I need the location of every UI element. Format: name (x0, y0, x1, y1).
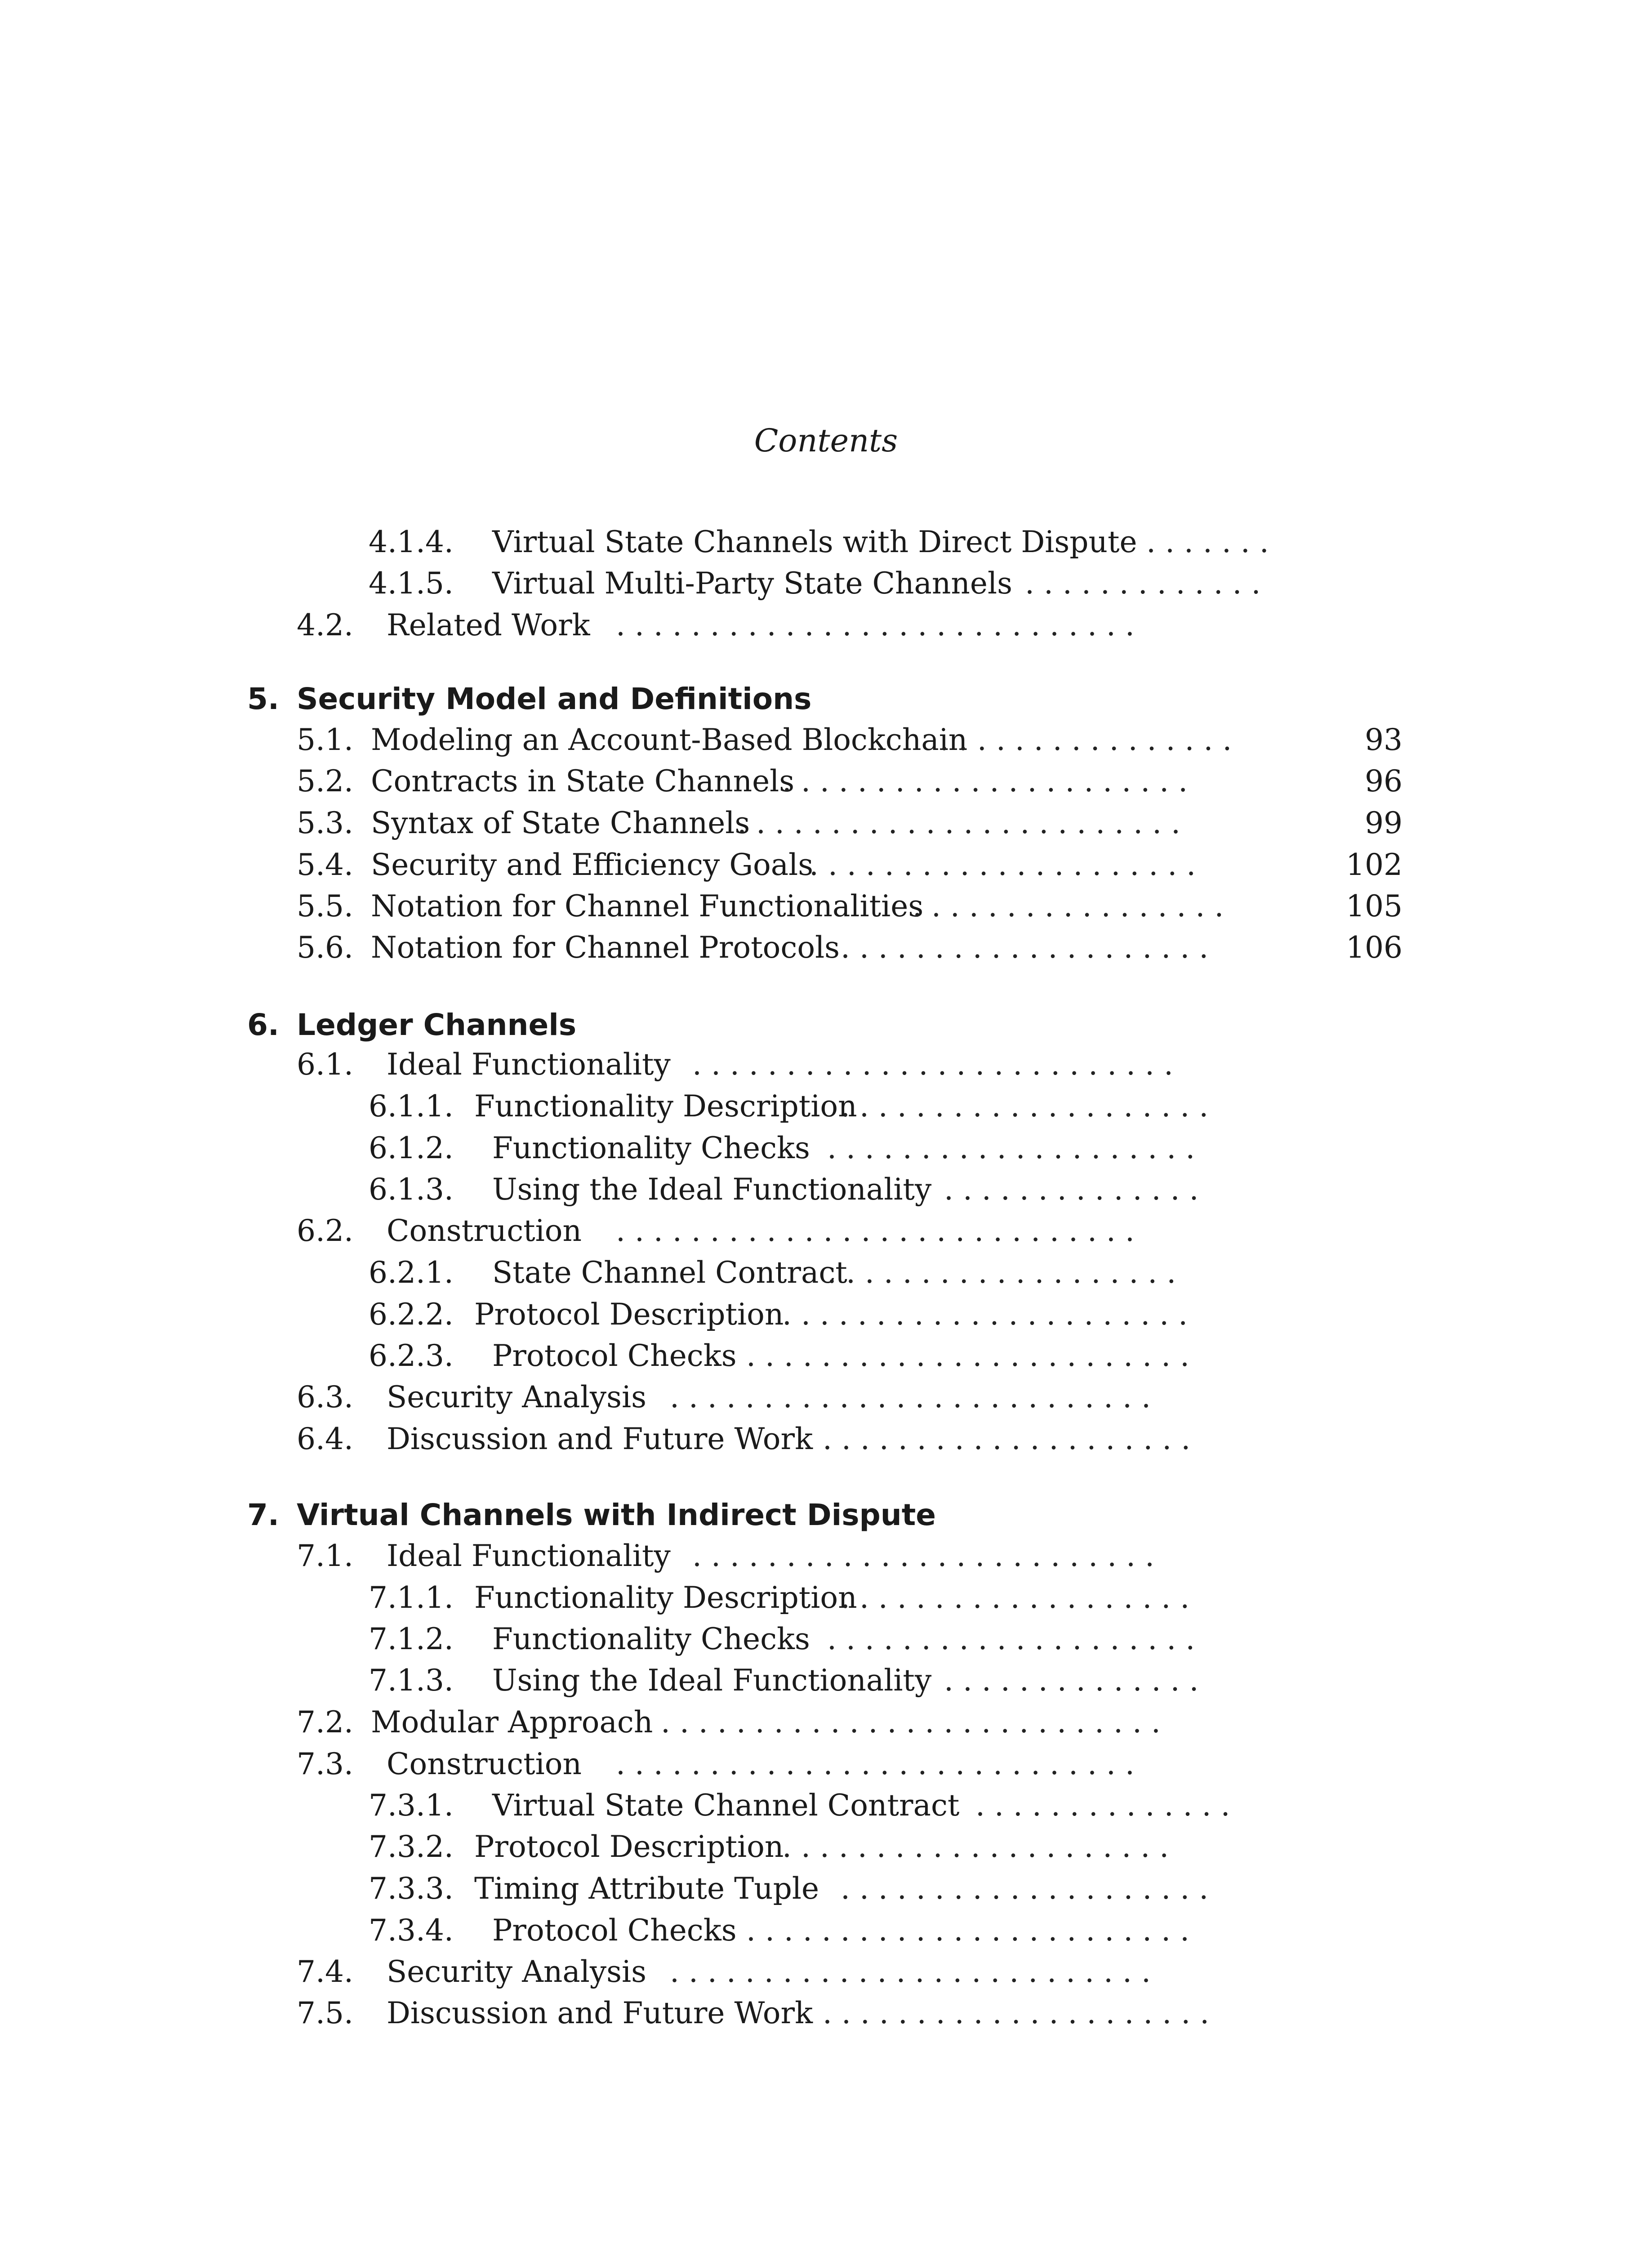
entry-title: Security and Efficiency Goals (371, 847, 814, 882)
dot-leader: . . . . . . . . . . . . . . . . . . . . . . . . . . . . (616, 1213, 1135, 1248)
toc-section-entry[interactable] (0, 1535, 1652, 1577)
entry-title: Protocol Checks (492, 1913, 737, 1948)
dot-leader: . . . . . . . . . . . . . . . . . . . . . . . . (746, 1338, 1190, 1373)
toc-section-entry[interactable] (0, 1044, 1652, 1085)
toc-section-entry[interactable] (0, 719, 1652, 761)
toc-section-entry[interactable] (0, 1744, 1652, 1785)
entry-number: 6.3. (297, 1380, 353, 1414)
chapter-number: 5. (247, 682, 279, 716)
dot-leader: . . . . . . . . . . . . . . . . . . . . . . . . (737, 806, 1181, 840)
entry-number: 5.4. (297, 847, 353, 882)
page-number: 99 (1365, 806, 1403, 840)
entry-title: Using the Ideal Functionality (492, 1663, 932, 1698)
entry-title: Virtual Multi-Party State Channels (492, 566, 1012, 601)
entry-title: Ideal Functionality (387, 1047, 671, 1082)
toc-subsection-entry[interactable] (0, 1169, 1652, 1210)
running-header: Contents (754, 422, 898, 459)
entry-number: 6.2. (297, 1213, 353, 1248)
entry-number: 5.3. (297, 806, 353, 840)
toc-subsection-entry[interactable] (0, 1086, 1652, 1127)
toc-subsection-entry[interactable] (0, 1660, 1652, 1701)
entry-title: Discussion and Future Work (387, 1996, 813, 2030)
entry-title: Notation for Channel Functionalities (371, 889, 924, 923)
entry-number: 6.4. (297, 1422, 353, 1456)
toc-section-entry[interactable] (0, 803, 1652, 844)
entry-title: Protocol Checks (492, 1338, 737, 1373)
entry-number: 7.3.3. (369, 1871, 454, 1906)
entry-number: 4.1.4. (369, 525, 454, 559)
dot-leader: . . . . . . . . . . . . . . . . . . . . . (782, 1829, 1169, 1864)
dot-leader: . . . . . . . (1146, 525, 1269, 559)
dot-leader: . . . . . . . . . . . . . . . . . . . . (841, 1089, 1209, 1124)
entry-number: 7.3. (297, 1747, 353, 1781)
entry-title: Security Analysis (387, 1380, 646, 1414)
toc-subsection-entry[interactable] (0, 1785, 1652, 1826)
page-number: 106 (1346, 930, 1403, 965)
toc-subsection-entry[interactable] (0, 1128, 1652, 1169)
dot-leader: . . . . . . . . . . . . . . . . . . . . (841, 930, 1209, 965)
entry-title: Timing Attribute Tuple (474, 1871, 819, 1906)
entry-number: 6.1.2. (369, 1131, 454, 1165)
entry-title: Syntax of State Channels (371, 806, 750, 840)
entry-title: Ideal Functionality (387, 1539, 671, 1573)
toc-subsection-entry[interactable] (0, 1868, 1652, 1909)
entry-title: Functionality Checks (492, 1622, 810, 1656)
dot-leader: . . . . . . . . . . . . . (1025, 566, 1261, 601)
entry-title: Related Work (387, 608, 590, 642)
dot-leader: . . . . . . . . . . . . . . . . . . . . . . . . . . (670, 1954, 1151, 1989)
entry-number: 6.2.3. (369, 1338, 454, 1373)
chapter-title: Ledger Channels (297, 1008, 577, 1042)
toc-subsection-entry[interactable] (0, 1910, 1652, 1951)
entry-number: 7.3.1. (369, 1788, 454, 1823)
toc-subsection-entry[interactable] (0, 522, 1652, 563)
toc-section-entry[interactable] (0, 1951, 1652, 1993)
entry-title: Protocol Description (474, 1829, 784, 1864)
entry-title: Discussion and Future Work (387, 1422, 813, 1456)
entry-title: Functionality Description (474, 1089, 857, 1124)
entry-title: Modular Approach (371, 1705, 653, 1740)
entry-number: 6.1.1. (369, 1089, 454, 1124)
toc-section-entry[interactable] (0, 886, 1652, 927)
entry-title: Protocol Description (474, 1297, 784, 1332)
dot-leader: . . . . . . . . . . . . . . . . . . . . . (809, 847, 1196, 882)
entry-number: 6.2.1. (369, 1255, 454, 1290)
toc-section-entry[interactable] (0, 1993, 1652, 2034)
entry-number: 4.1.5. (369, 566, 454, 601)
entry-title: Functionality Description (474, 1580, 857, 1615)
entry-number: 6.2.2. (369, 1297, 454, 1332)
chapter-number: 7. (247, 1498, 279, 1532)
entry-number: 6.1. (297, 1047, 353, 1082)
dot-leader: . . . . . . . . . . . . . . . . . . . . . . (782, 764, 1188, 798)
toc-section-entry[interactable] (0, 1210, 1652, 1252)
entry-number: 7.3.4. (369, 1913, 454, 1948)
dot-leader: . . . . . . . . . . . . . . . . . (913, 889, 1224, 923)
toc-subsection-entry[interactable] (0, 1294, 1652, 1335)
toc-section-entry[interactable] (0, 1702, 1652, 1743)
dot-leader: . . . . . . . . . . . . . . . . . . . . . . . . . . (670, 1380, 1151, 1414)
entry-number: 5.6. (297, 930, 353, 965)
entry-number: 6.1.3. (369, 1172, 454, 1207)
entry-title: Using the Ideal Functionality (492, 1172, 932, 1207)
entry-title: Construction (387, 1747, 582, 1781)
dot-leader: . . . . . . . . . . . . . . . . . . . . . . . . (746, 1913, 1190, 1948)
entry-title: Security Analysis (387, 1954, 646, 1989)
page-number: 96 (1365, 764, 1403, 798)
toc-subsection-entry[interactable] (0, 1252, 1652, 1293)
entry-number: 7.1. (297, 1539, 353, 1573)
toc-subsection-entry[interactable] (0, 1619, 1652, 1660)
page-number: 93 (1365, 723, 1403, 757)
dot-leader: . . . . . . . . . . . . . . . . . . . . . (823, 1996, 1210, 2030)
entry-title: Construction (387, 1213, 582, 1248)
toc-section-entry[interactable] (0, 605, 1652, 646)
entry-title: Virtual State Channel Contract (492, 1788, 960, 1823)
entry-number: 5.1. (297, 723, 353, 757)
toc-subsection-entry[interactable] (0, 1335, 1652, 1377)
entry-number: 7.5. (297, 1996, 353, 2030)
dot-leader: . . . . . . . . . . . . . . . . . . . . . . . . . . . (661, 1705, 1161, 1740)
entry-title: Contracts in State Channels (371, 764, 795, 798)
entry-number: 7.1.1. (369, 1580, 454, 1615)
toc-section-entry[interactable] (0, 844, 1652, 886)
toc-subsection-entry[interactable] (0, 1826, 1652, 1868)
dot-leader: . . . . . . . . . . . . . . . . . . . (841, 1580, 1190, 1615)
chapter-number: 6. (247, 1008, 279, 1042)
dot-leader: . . . . . . . . . . . . . . . . . . . . (827, 1131, 1195, 1165)
page-number: 102 (1346, 847, 1403, 882)
entry-number: 7.1.3. (369, 1663, 454, 1698)
toc-section-entry[interactable] (0, 927, 1652, 968)
dot-leader: . . . . . . . . . . . . . . . . . . . . (827, 1622, 1195, 1656)
chapter-title: Virtual Channels with Indirect Dispute (297, 1498, 936, 1532)
entry-number: 4.2. (297, 608, 353, 642)
entry-title: Modeling an Account-Based Blockchain (371, 723, 968, 757)
page-number: 105 (1346, 889, 1403, 923)
chapter-title: Security Model and Definitions (297, 682, 812, 716)
dot-leader: . . . . . . . . . . . . . . . . . . . . (841, 1871, 1209, 1906)
toc-section-entry[interactable] (0, 761, 1652, 802)
entry-number: 7.4. (297, 1954, 353, 1989)
entry-number: 7.3.2. (369, 1829, 454, 1864)
dot-leader: . . . . . . . . . . . . . . . . . . . . . . . . . (692, 1539, 1154, 1573)
dot-leader: . . . . . . . . . . . . . . . . . . . . . . . . . . . . (616, 1747, 1135, 1781)
entry-title: Virtual State Channels with Direct Dispute (492, 525, 1137, 559)
dot-leader: . . . . . . . . . . . . . . . . . . . . . . (782, 1297, 1188, 1332)
entry-title: State Channel Contract (492, 1255, 847, 1290)
dot-leader: . . . . . . . . . . . . . . . . (940, 723, 1232, 757)
dot-leader: . . . . . . . . . . . . . . (944, 1663, 1199, 1698)
toc-subsection-entry[interactable] (0, 1577, 1652, 1619)
entry-number: 5.5. (297, 889, 353, 923)
toc-section-entry[interactable] (0, 1377, 1652, 1418)
entry-number: 5.2. (297, 764, 353, 798)
dot-leader: . . . . . . . . . . . . . . . . . . . (827, 1255, 1176, 1290)
toc-subsection-entry[interactable] (0, 563, 1652, 604)
dot-leader: . . . . . . . . . . . . . . . . . . . . . . . . . . (692, 1047, 1173, 1082)
dot-leader: . . . . . . . . . . . . . . . . . . . . . . . . . . . . (616, 608, 1135, 642)
dot-leader: . . . . . . . . . . . . . . (975, 1788, 1230, 1823)
entry-number: 7.1.2. (369, 1622, 454, 1656)
entry-title: Functionality Checks (492, 1131, 810, 1165)
entry-title: Notation for Channel Protocols (371, 930, 840, 965)
dot-leader: . . . . . . . . . . . . . . (944, 1172, 1199, 1207)
entry-number: 7.2. (297, 1705, 353, 1740)
toc-section-entry[interactable] (0, 1418, 1652, 1460)
dot-leader: . . . . . . . . . . . . . . . . . . . . (823, 1422, 1191, 1456)
